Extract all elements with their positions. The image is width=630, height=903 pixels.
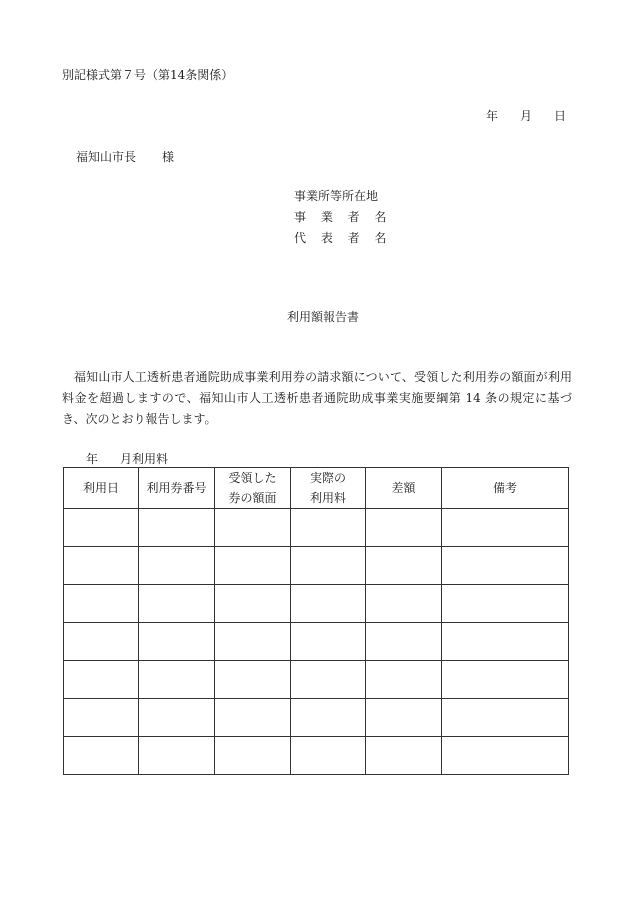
table-row — [64, 737, 569, 775]
table-cell[interactable] — [291, 737, 366, 775]
header-text-line1: 利用券番号 — [146, 481, 207, 495]
table-row — [64, 699, 569, 737]
table-cell[interactable] — [442, 585, 569, 623]
applicant-block — [294, 186, 392, 249]
representative-label: 代 表 者 名 — [294, 231, 392, 245]
document-title: 利用額報告書 — [286, 310, 359, 324]
table-cell[interactable] — [215, 623, 291, 661]
table-cell[interactable] — [139, 547, 215, 585]
header-text-line1: 利用日 — [82, 481, 119, 495]
table-cell[interactable] — [64, 509, 139, 547]
table-cell[interactable] — [291, 547, 366, 585]
body-paragraph: 福知山市人工透析患者通院助成事業利用券の請求額について、受領した利用券の額面が利用料金を超過しますので、福知山市人工透析患者通院助成事業実施要綱第 14 条の規定に基づき、次のとおり報告します。 — [62, 370, 572, 426]
actual-fee-header — [291, 468, 366, 509]
date-day-label: 日 — [553, 109, 566, 123]
caption-year-label: 年 — [86, 452, 99, 466]
addressee-name: 福知山市長 — [76, 150, 137, 164]
table-cell[interactable] — [291, 661, 366, 699]
table-cell[interactable] — [442, 509, 569, 547]
table-cell[interactable] — [291, 699, 366, 737]
table-cell[interactable] — [366, 737, 442, 775]
table-cell[interactable] — [215, 661, 291, 699]
table-header-row — [64, 468, 569, 509]
table-cell[interactable] — [291, 623, 366, 661]
header-text-line1: 実際の — [309, 471, 346, 485]
table-cell[interactable] — [64, 737, 139, 775]
business-name-label: 事 業 者 名 — [294, 210, 392, 224]
table-cell[interactable] — [64, 585, 139, 623]
date-line — [486, 107, 566, 124]
table-row — [64, 661, 569, 699]
table-cell[interactable] — [215, 737, 291, 775]
table-cell[interactable] — [442, 547, 569, 585]
table-cell[interactable] — [366, 699, 442, 737]
table-cell[interactable] — [64, 661, 139, 699]
header-text-line2: 券の額面 — [228, 491, 277, 505]
table-cell[interactable] — [215, 585, 291, 623]
table-cell[interactable] — [64, 547, 139, 585]
table-cell[interactable] — [64, 623, 139, 661]
table-cell[interactable] — [366, 509, 442, 547]
table-row — [64, 547, 569, 585]
table-cell[interactable] — [215, 699, 291, 737]
table-row — [64, 623, 569, 661]
table-cell[interactable] — [139, 509, 215, 547]
table-cell[interactable] — [366, 585, 442, 623]
table-cell[interactable] — [291, 509, 366, 547]
table-cell[interactable] — [139, 661, 215, 699]
difference-header — [366, 468, 442, 509]
table-cell[interactable] — [366, 661, 442, 699]
usage-date-header — [64, 468, 139, 509]
caption-month-label: 月利用料 — [120, 452, 169, 466]
table-cell[interactable] — [291, 585, 366, 623]
table-row — [64, 509, 569, 547]
header-text-line1: 備考 — [492, 481, 517, 495]
table-row — [64, 585, 569, 623]
header-text-line1: 差額 — [391, 481, 416, 495]
header-text-line1: 受領した — [228, 471, 277, 485]
date-year-label: 年 — [485, 109, 498, 123]
table-cell[interactable] — [442, 661, 569, 699]
business-location-label: 事業所等所在地 — [294, 189, 379, 203]
table-caption — [86, 450, 168, 467]
addressee-honorific: 様 — [162, 150, 175, 164]
table-cell[interactable] — [442, 623, 569, 661]
usage-table — [63, 467, 569, 775]
form-number: 別記様式第７号（第14条関係） — [62, 68, 234, 82]
table-cell[interactable] — [366, 547, 442, 585]
table-cell[interactable] — [215, 547, 291, 585]
table-cell[interactable] — [139, 699, 215, 737]
table-cell[interactable] — [139, 585, 215, 623]
table-cell[interactable] — [366, 623, 442, 661]
table-cell[interactable] — [442, 737, 569, 775]
received-face-value-header — [215, 468, 291, 509]
table-cell[interactable] — [442, 699, 569, 737]
table-cell[interactable] — [64, 699, 139, 737]
remarks-header — [442, 468, 569, 509]
addressee — [76, 148, 174, 165]
table-cell[interactable] — [215, 509, 291, 547]
table-cell[interactable] — [139, 623, 215, 661]
header-text-line2: 利用料 — [309, 491, 346, 505]
date-month-label: 月 — [519, 109, 532, 123]
table-cell[interactable] — [139, 737, 215, 775]
ticket-number-header — [139, 468, 215, 509]
